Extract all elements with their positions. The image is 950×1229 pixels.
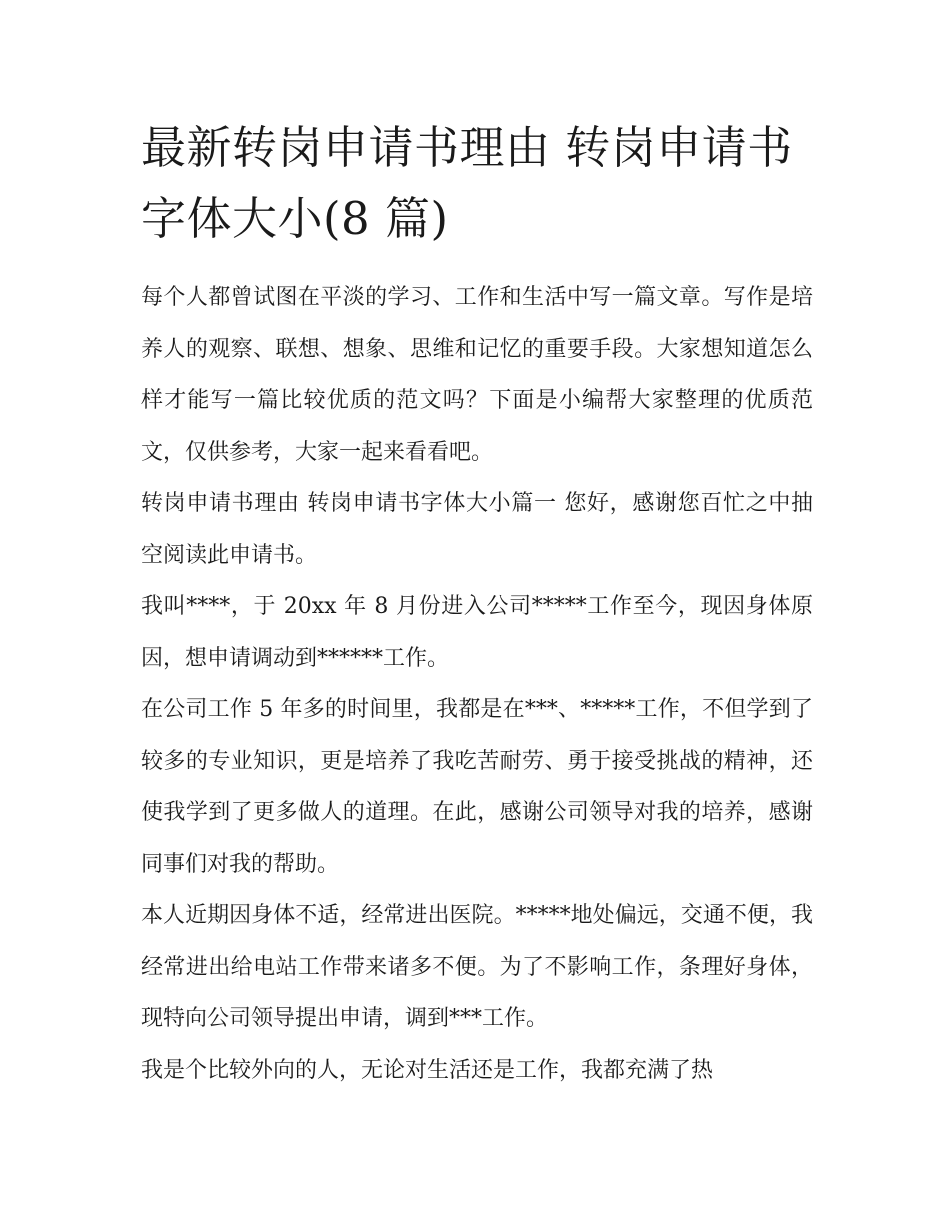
paragraph-work-experience: 在公司工作 5 年多的时间里，我都是在***、*****工作，不但学到了较多的专业知识，更是培养了我吃苦耐劳、勇于接受挑战的精神，还使我学到了更多做人的道理。在此，感谢公司领导对我的培养，感谢同事们对我的帮助。 [141,697,813,877]
paragraph-reason: 本人近期因身体不适，经常进出医院。*****地处偏远，交通不便，我经常进出给电站工作带来诸多不便。为了不影响工作，条理好身体，现特向公司领导提出申请，调到***工作。 [141,903,813,1031]
paragraph-self-introduction: 我叫****，于 20xx 年 8 月份进入公司*****工作至今，现因身体原因，想申请调动到******工作。 [141,594,813,671]
document-content [141,112,813,1096]
paragraph-greeting: 转岗申请书理由 转岗申请书字体大小篇一 您好，感谢您百忙之中抽空阅读此申请书。 [141,491,813,568]
paragraph-personality: 我是个比较外向的人，无论对生活还是工作，我都充满了热 [141,1057,714,1083]
document-title: 最新转岗申请书理由 转岗申请书字体大小(8 篇) [141,121,793,245]
document-body [141,272,813,1096]
paragraph-intro: 每个人都曾试图在平淡的学习、工作和生活中写一篇文章。写作是培养人的观察、联想、想象、思维和记忆的重要手段。大家想知道怎么样才能写一篇比较优质的范文吗？下面是小编帮大家整理的优质范文，仅供参考，大家一起来看看吧。 [141,285,813,465]
